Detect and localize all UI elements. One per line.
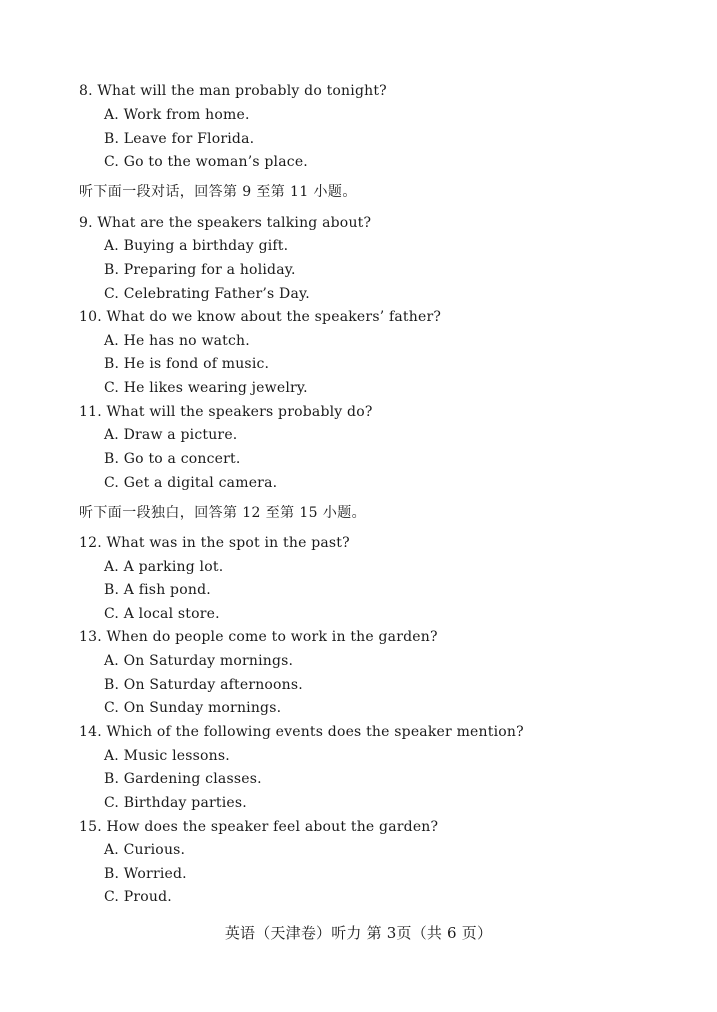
option-13c: C. On Sunday mornings. [104, 700, 282, 716]
option-9c: C. Celebrating Father’s Day. [104, 286, 310, 302]
option-9b: B. Preparing for a holiday. [104, 262, 296, 278]
page-footer: 英语（天津卷）听力 第 3页（共 6 页） [224, 924, 493, 942]
question-8: 8. What will the man probably do tonight? [79, 83, 387, 99]
section-heading-12-15: 听下面一段独白，回答第 12 至第 15 小题。 [79, 505, 367, 521]
option-14a: A. Music lessons. [104, 748, 230, 764]
option-11b: B. Go to a concert. [104, 451, 241, 467]
option-11c: C. Get a digital camera. [104, 475, 278, 491]
question-12: 12. What was in the spot in the past? [79, 535, 350, 551]
question-14: 14. Which of the following events does the speaker mention? [79, 724, 524, 740]
option-14b: B. Gardening classes. [104, 771, 262, 787]
question-11: 11. What will the speakers probably do? [79, 404, 373, 420]
question-15: 15. How does the speaker feel about the garden? [79, 819, 439, 835]
option-11a: A. Draw a picture. [104, 427, 238, 443]
option-8c: C. Go to the woman’s place. [104, 154, 308, 170]
option-10b: B. He is fond of music. [104, 356, 270, 372]
option-15b: B. Worried. [104, 866, 187, 882]
question-13: 13. When do people come to work in the garden? [79, 629, 438, 645]
option-8b: B. Leave for Florida. [104, 131, 255, 147]
option-15a: A. Curious. [104, 842, 186, 858]
option-15c: C. Proud. [104, 889, 172, 905]
option-10a: A. He has no watch. [104, 333, 250, 349]
option-12b: B. A fish pond. [104, 582, 211, 598]
option-9a: A. Buying a birthday gift. [104, 238, 289, 254]
option-13a: A. On Saturday mornings. [104, 653, 294, 669]
section-heading-9-11: 听下面一段对话，回答第 9 至第 11 小题。 [79, 184, 357, 200]
option-8a: A. Work from home. [104, 107, 250, 123]
option-12a: A. A parking lot. [104, 559, 224, 575]
option-12c: C. A local store. [104, 606, 220, 622]
question-10: 10. What do we know about the speakers’ father? [79, 309, 442, 325]
option-10c: C. He likes wearing jewelry. [104, 380, 308, 396]
option-14c: C. Birthday parties. [104, 795, 247, 811]
question-9: 9. What are the speakers talking about? [79, 215, 372, 231]
option-13b: B. On Saturday afternoons. [104, 677, 303, 693]
